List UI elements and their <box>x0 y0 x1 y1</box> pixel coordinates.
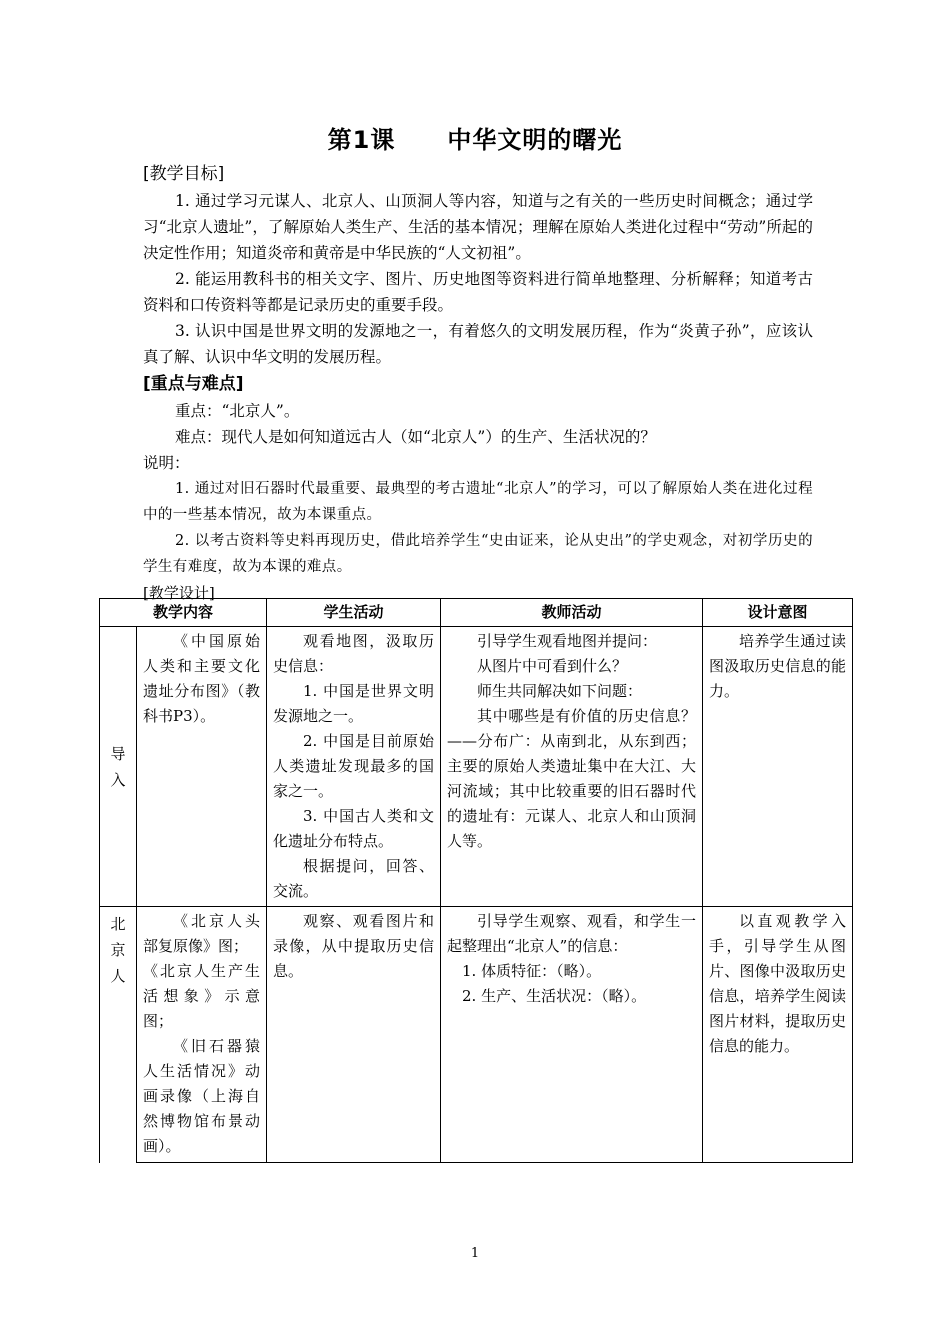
note-label: 说明： <box>143 454 190 472</box>
column-header: 教学内容 <box>100 599 267 627</box>
table-header-row <box>100 599 853 627</box>
column-header: 设计意图 <box>703 599 853 627</box>
note-item: 2. 以考古资料等史料再现历史，借此培养学生“史由证来，论从史出”的学史观念，对初学历史的学生有难度，故为本课的难点。 <box>143 533 813 575</box>
page-title <box>0 120 950 155</box>
objective-item: 3. 认识中国是世界文明的发源地之一，有着悠久的文明发展历程，作为“炎黄子孙”，应该认真了解、认识中华文明的发展历程。 <box>143 322 813 366</box>
student-cell: 观看地图，汲取历史信息： 1. 中国是世界文明发源地之一。 2. 中国是目前原始人类遗址发现最多的国家之一。 3. 中国古人类和文化遗址分布特点。 根据提问，回答、交流。 <box>267 627 441 907</box>
student-cell: 观察、观看图片和录像，从中提取历史信息。 <box>267 907 441 1163</box>
section-label: 北京人 <box>100 907 137 1163</box>
content-cell: 《中国原始人类和主要文化遗址分布图》（教科书P3）。 <box>137 627 267 907</box>
intent-cell: 培养学生通过读图汲取历史信息的能力。 <box>703 627 853 907</box>
teacher-cell: 引导学生观察、观看，和学生一起整理出“北京人”的信息： 1. 体质特征：（略）。 2. 生产、生活状况：（略）。 <box>441 907 703 1163</box>
key-points-heading: [重点与难点] <box>143 374 244 394</box>
objective-item: 1. 通过学习元谋人、北京人、山顶洞人等内容，知道与之有关的一些历史时间概念；通过学习“北京人遗址”，了解原始人类生产、生活的基本情况；理解在原始人类进化过程中“劳动”所起的决定性作用；知道炎帝和黄帝是中华民族的“人文初祖”。 <box>143 192 813 262</box>
lesson-body <box>143 160 813 606</box>
page-number: 1 <box>470 1246 480 1261</box>
objective-item: 2. 能运用教科书的相关文字、图片、历史地图等资料进行简单地整理、分析解释；知道考古资料和口传资料等都是记录历史的重要手段。 <box>143 270 813 314</box>
difficulty-point: 难点：现代人是如何知道远古人（如“北京人”）的生产、生活状况的？ <box>175 428 656 446</box>
teaching-design-table <box>99 598 853 1163</box>
design-heading: [教学设计] <box>143 584 215 602</box>
table-row <box>100 907 853 1163</box>
section-label: 导入 <box>100 627 137 907</box>
lesson-number: 第1课 <box>327 126 396 154</box>
intent-cell: 以直观教学入手，引导学生从图片、图像中汲取历史信息，培养学生阅读图片材料，提取历史信息的能力。 <box>703 907 853 1163</box>
table-row <box>100 627 853 907</box>
key-point: 重点：“北京人”。 <box>175 402 300 420</box>
objectives-heading: [教学目标] <box>143 164 225 184</box>
note-item: 1. 通过对旧石器时代最重要、最典型的考古遗址“北京人”的学习，可以了解原始人类在进化过程中的一些基本情况，故为本课重点。 <box>143 481 813 523</box>
column-header: 学生活动 <box>267 599 441 627</box>
content-cell: 《北京人头部复原像》图； 《北京人生产生活想象》示意图； 《旧石器猿人生活情况》动画录像（上海自然博物馆布景动画）。 <box>137 907 267 1163</box>
teacher-cell: 引导学生观看地图并提问： 从图片中可看到什么？ 师生共同解决如下问题： 其中哪些是有价值的历史信息？——分布广：从南到北，从东到西；主要的原始人类遗址集中在大江、大河流域；其中比较重要的旧石器时代的遗址有：元谋人、北京人和山顶洞人等。 <box>441 627 703 907</box>
lesson-name: 中华文明的曙光 <box>447 126 623 154</box>
column-header: 教师活动 <box>441 599 703 627</box>
